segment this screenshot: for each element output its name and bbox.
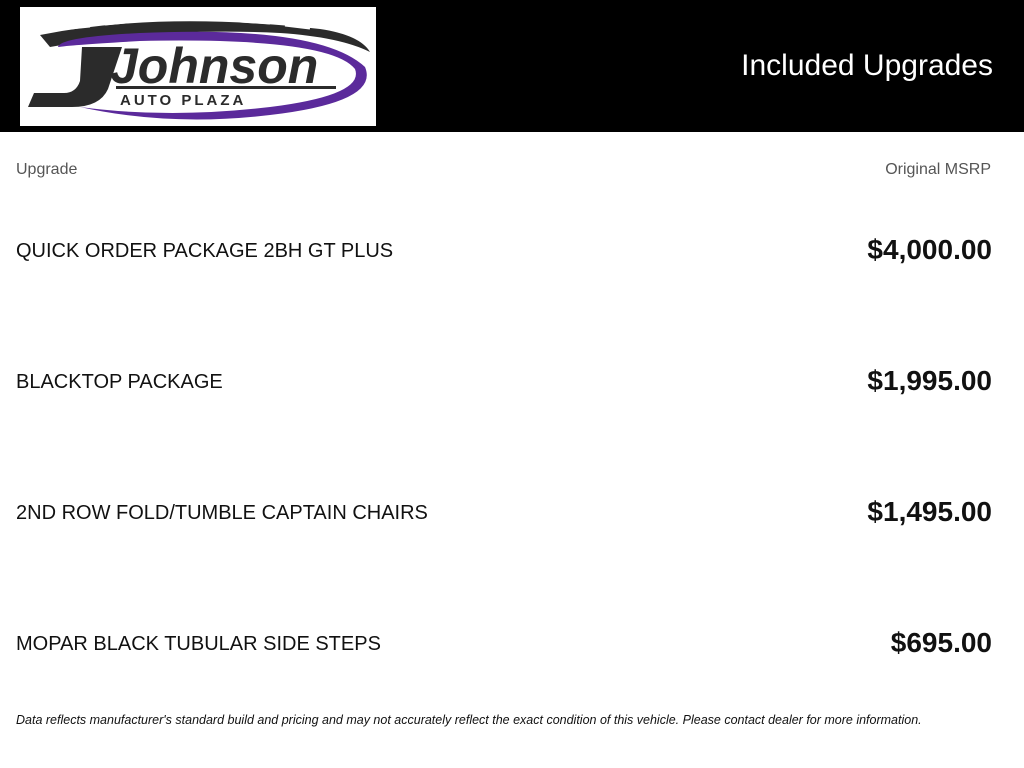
- dealer-logo: [20, 7, 376, 126]
- johnson-logo-graphic: [20, 7, 376, 126]
- upgrade-name: MOPAR BLACK TUBULAR SIDE STEPS: [16, 633, 381, 655]
- upgrade-name: 2ND ROW FOLD/TUMBLE CAPTAIN CHAIRS: [16, 502, 428, 524]
- upgrade-price: $1,495.00: [867, 496, 992, 527]
- upgrade-price: $4,000.00: [867, 234, 992, 265]
- upgrade-row: [16, 230, 992, 270]
- logo-wordmark: Johnson: [110, 38, 319, 94]
- upgrade-price: $695.00: [890, 627, 992, 658]
- page-header: [0, 0, 1024, 132]
- upgrade-row: [16, 492, 992, 532]
- upgrade-price: $1,995.00: [867, 365, 992, 396]
- disclaimer-text: Data reflects manufacturer's standard build and pricing and may not accurately reflect the exact condition of this vehicle. Please contact dealer for more information.: [16, 713, 922, 727]
- page-title: Included Upgrades: [741, 49, 993, 82]
- upgrade-name: QUICK ORDER PACKAGE 2BH GT PLUS: [16, 240, 394, 262]
- column-header-original-msrp: Original MSRP: [885, 161, 991, 178]
- column-header-upgrade: Upgrade: [16, 161, 78, 178]
- upgrade-row: [16, 623, 992, 663]
- upgrade-name: BLACKTOP PACKAGE: [16, 371, 223, 393]
- upgrade-row: [16, 361, 992, 401]
- logo-tagline: AUTO PLAZA: [120, 92, 247, 109]
